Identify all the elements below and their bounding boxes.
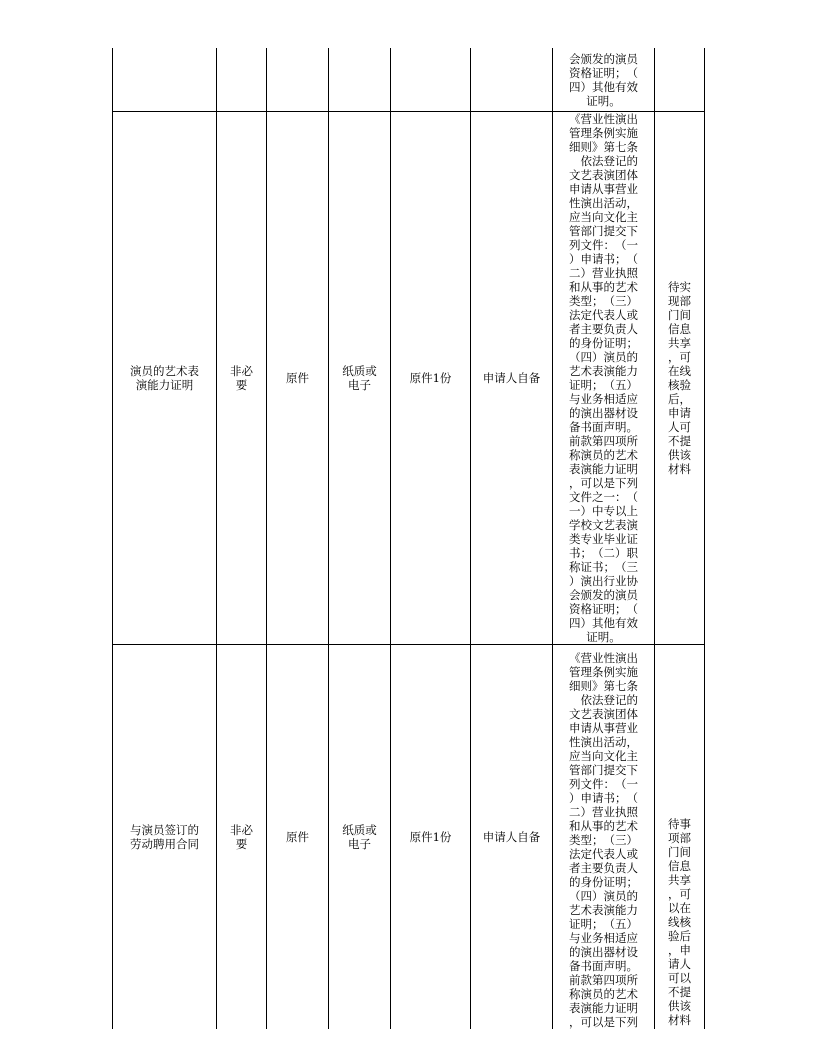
text-line: 的演出器材设 bbox=[569, 944, 638, 959]
copies-cell: 原件1份 bbox=[391, 644, 471, 1029]
table-row bbox=[113, 48, 705, 111]
note-cell bbox=[655, 644, 705, 1029]
medium-value: 纸质或电子 bbox=[342, 822, 377, 851]
text-line: 一）中专以上 bbox=[569, 503, 638, 518]
note-cell bbox=[655, 48, 705, 111]
text-line: 与业务相适应 bbox=[569, 930, 638, 945]
text-line: 申请从事营业 bbox=[569, 181, 638, 196]
text-line: 备书面声明。 bbox=[569, 958, 638, 973]
text-line: 会颁发的演员 bbox=[569, 587, 638, 602]
required-cell bbox=[217, 644, 267, 1029]
legal-basis-cell bbox=[553, 48, 655, 111]
materials-table bbox=[112, 48, 705, 1029]
text-line: 待事 bbox=[668, 816, 691, 831]
source-cell: 申请人自备 bbox=[471, 644, 553, 1029]
text-line: 管理条例实施 bbox=[569, 125, 638, 140]
text-line: 类型； （三） bbox=[569, 832, 638, 847]
required-cell bbox=[217, 48, 267, 111]
text-line: 请人 bbox=[668, 956, 691, 971]
text-line: 后， bbox=[668, 391, 691, 406]
text-line: 管部门提交下 bbox=[569, 223, 638, 238]
text-line: 验后 bbox=[668, 928, 691, 943]
source-cell bbox=[471, 48, 553, 111]
text-line: ）演出行业协 bbox=[569, 573, 638, 588]
table-row bbox=[113, 111, 705, 644]
text-line: 资格证明； （ bbox=[569, 601, 638, 616]
text-line: 项部 bbox=[668, 830, 691, 845]
copies-cell bbox=[391, 48, 471, 111]
text-line: 性演出活动， bbox=[569, 734, 638, 749]
legal-basis-text bbox=[557, 112, 650, 644]
text-line: ）申请书； （ bbox=[569, 790, 638, 805]
text-line: （四）演员的 bbox=[569, 349, 638, 364]
text-line: 表演能力证明 bbox=[569, 461, 638, 476]
text-line: 供该 bbox=[668, 447, 691, 462]
text-line: 《营业性演出 bbox=[569, 111, 638, 126]
text-line: 门间 bbox=[668, 844, 691, 859]
text-line: 的演出器材设 bbox=[569, 405, 638, 420]
text-line: 法定代表人或 bbox=[569, 846, 638, 861]
table-row bbox=[113, 644, 705, 1029]
text-line: ，可 bbox=[668, 886, 691, 901]
text-line: 材料 bbox=[668, 1012, 691, 1027]
text-line: 和从事的艺术 bbox=[569, 818, 638, 833]
text-line: 现部 bbox=[668, 293, 691, 308]
text-line: 应当向文化主 bbox=[569, 748, 638, 763]
text-line: 的身份证明； bbox=[569, 335, 638, 350]
material-name-cell bbox=[113, 111, 217, 644]
text-line: 艺术表演能力 bbox=[569, 363, 638, 378]
text-line: 表演能力证明 bbox=[569, 1000, 638, 1015]
text-line: 共享 bbox=[668, 872, 691, 887]
text-line: 资格证明； （ bbox=[569, 65, 638, 80]
text-line: 待实 bbox=[668, 279, 691, 294]
text-line: 申请从事营业 bbox=[569, 720, 638, 735]
note-cell bbox=[655, 111, 705, 644]
text-line: 前款第四项所 bbox=[569, 972, 638, 987]
text-line: 性演出活动， bbox=[569, 195, 638, 210]
text-line: 类专业毕业证 bbox=[569, 531, 638, 546]
note-text bbox=[661, 280, 698, 476]
text-line: 法定代表人或 bbox=[569, 307, 638, 322]
text-line: 者主要负责人 bbox=[569, 321, 638, 336]
text-line: 门间 bbox=[668, 307, 691, 322]
form-cell bbox=[267, 48, 329, 111]
medium-cell bbox=[329, 644, 391, 1029]
legal-basis-text bbox=[557, 52, 650, 108]
required-cell bbox=[217, 111, 267, 644]
text-line: 核验 bbox=[668, 377, 691, 392]
text-line: 管理条例实施 bbox=[569, 664, 638, 679]
text-line: 依法登记的 bbox=[569, 153, 638, 168]
text-line: 管部门提交下 bbox=[569, 762, 638, 777]
text-line: 文件之一： （ bbox=[569, 489, 638, 504]
text-line: ，可 bbox=[668, 349, 691, 364]
text-line: 称演员的艺术 bbox=[569, 986, 638, 1001]
text-line: 类型； （三） bbox=[569, 293, 638, 308]
text-line: 共享 bbox=[668, 335, 691, 350]
text-line: 在线 bbox=[668, 363, 691, 378]
text-line: 列文件： （一 bbox=[569, 237, 638, 252]
text-line: 细则》第七条 bbox=[569, 678, 638, 693]
text-line: 备书面声明。 bbox=[569, 419, 638, 434]
form-cell: 原件 bbox=[267, 644, 329, 1029]
text-line: 的身份证明； bbox=[569, 874, 638, 889]
text-line: 不提 bbox=[668, 984, 691, 999]
text-line: 申请 bbox=[668, 405, 691, 420]
medium-value: 纸质或电子 bbox=[342, 363, 377, 392]
text-line: 二）营业执照 bbox=[569, 804, 638, 819]
text-line: ，可以是下列 bbox=[569, 1014, 638, 1029]
text-line: 证明。 bbox=[586, 629, 621, 644]
text-line: 可以 bbox=[668, 970, 691, 985]
text-line: 者主要负责人 bbox=[569, 860, 638, 875]
text-line: 依法登记的 bbox=[569, 692, 638, 707]
text-line: 证明； （五） bbox=[569, 916, 638, 931]
text-line: 前款第四项所 bbox=[569, 433, 638, 448]
material-name: 与演员签订的劳动聘用合同 bbox=[130, 822, 199, 851]
text-line: 不提 bbox=[668, 433, 691, 448]
text-line: 人可 bbox=[668, 419, 691, 434]
text-line: 二）营业执照 bbox=[569, 265, 638, 280]
text-line: 供该 bbox=[668, 998, 691, 1013]
required-value: 非必要 bbox=[230, 822, 253, 851]
text-line: 文艺表演团体 bbox=[569, 706, 638, 721]
medium-cell bbox=[329, 111, 391, 644]
text-line: 信息 bbox=[668, 321, 691, 336]
source-cell: 申请人自备 bbox=[471, 111, 553, 644]
text-line: 四）其他有效 bbox=[569, 615, 638, 630]
legal-basis-cell bbox=[553, 644, 655, 1029]
text-line: 会颁发的演员 bbox=[569, 51, 638, 66]
legal-basis-text bbox=[557, 651, 650, 1029]
text-line: 称证书； （三 bbox=[569, 559, 638, 574]
text-line: 书； （二）职 bbox=[569, 545, 638, 560]
material-name-cell bbox=[113, 644, 217, 1029]
text-line: 学校文艺表演 bbox=[569, 517, 638, 532]
form-cell: 原件 bbox=[267, 111, 329, 644]
text-line: 应当向文化主 bbox=[569, 209, 638, 224]
note-text bbox=[661, 817, 698, 1027]
text-line: 线核 bbox=[668, 914, 691, 929]
material-name-cell bbox=[113, 48, 217, 111]
legal-basis-cell bbox=[553, 111, 655, 644]
text-line: ）申请书； （ bbox=[569, 251, 638, 266]
text-line: 与业务相适应 bbox=[569, 391, 638, 406]
text-line: （四）演员的 bbox=[569, 888, 638, 903]
text-line: 文艺表演团体 bbox=[569, 167, 638, 182]
text-line: 列文件： （一 bbox=[569, 776, 638, 791]
text-line: 称演员的艺术 bbox=[569, 447, 638, 462]
text-line: 证明。 bbox=[586, 93, 621, 108]
medium-cell bbox=[329, 48, 391, 111]
text-line: ，申 bbox=[668, 942, 691, 957]
text-line: 《营业性演出 bbox=[569, 650, 638, 665]
text-line: 信息 bbox=[668, 858, 691, 873]
text-line: 以在 bbox=[668, 900, 691, 915]
text-line: 材料 bbox=[668, 461, 691, 476]
text-line: 艺术表演能力 bbox=[569, 902, 638, 917]
text-line: 四）其他有效 bbox=[569, 79, 638, 94]
text-line: 和从事的艺术 bbox=[569, 279, 638, 294]
copies-cell: 原件1份 bbox=[391, 111, 471, 644]
material-name: 演员的艺术表演能力证明 bbox=[130, 363, 199, 392]
text-line: 细则》第七条 bbox=[569, 139, 638, 154]
text-line: ，可以是下列 bbox=[569, 475, 638, 490]
text-line: 证明； （五） bbox=[569, 377, 638, 392]
required-value: 非必要 bbox=[230, 363, 253, 392]
